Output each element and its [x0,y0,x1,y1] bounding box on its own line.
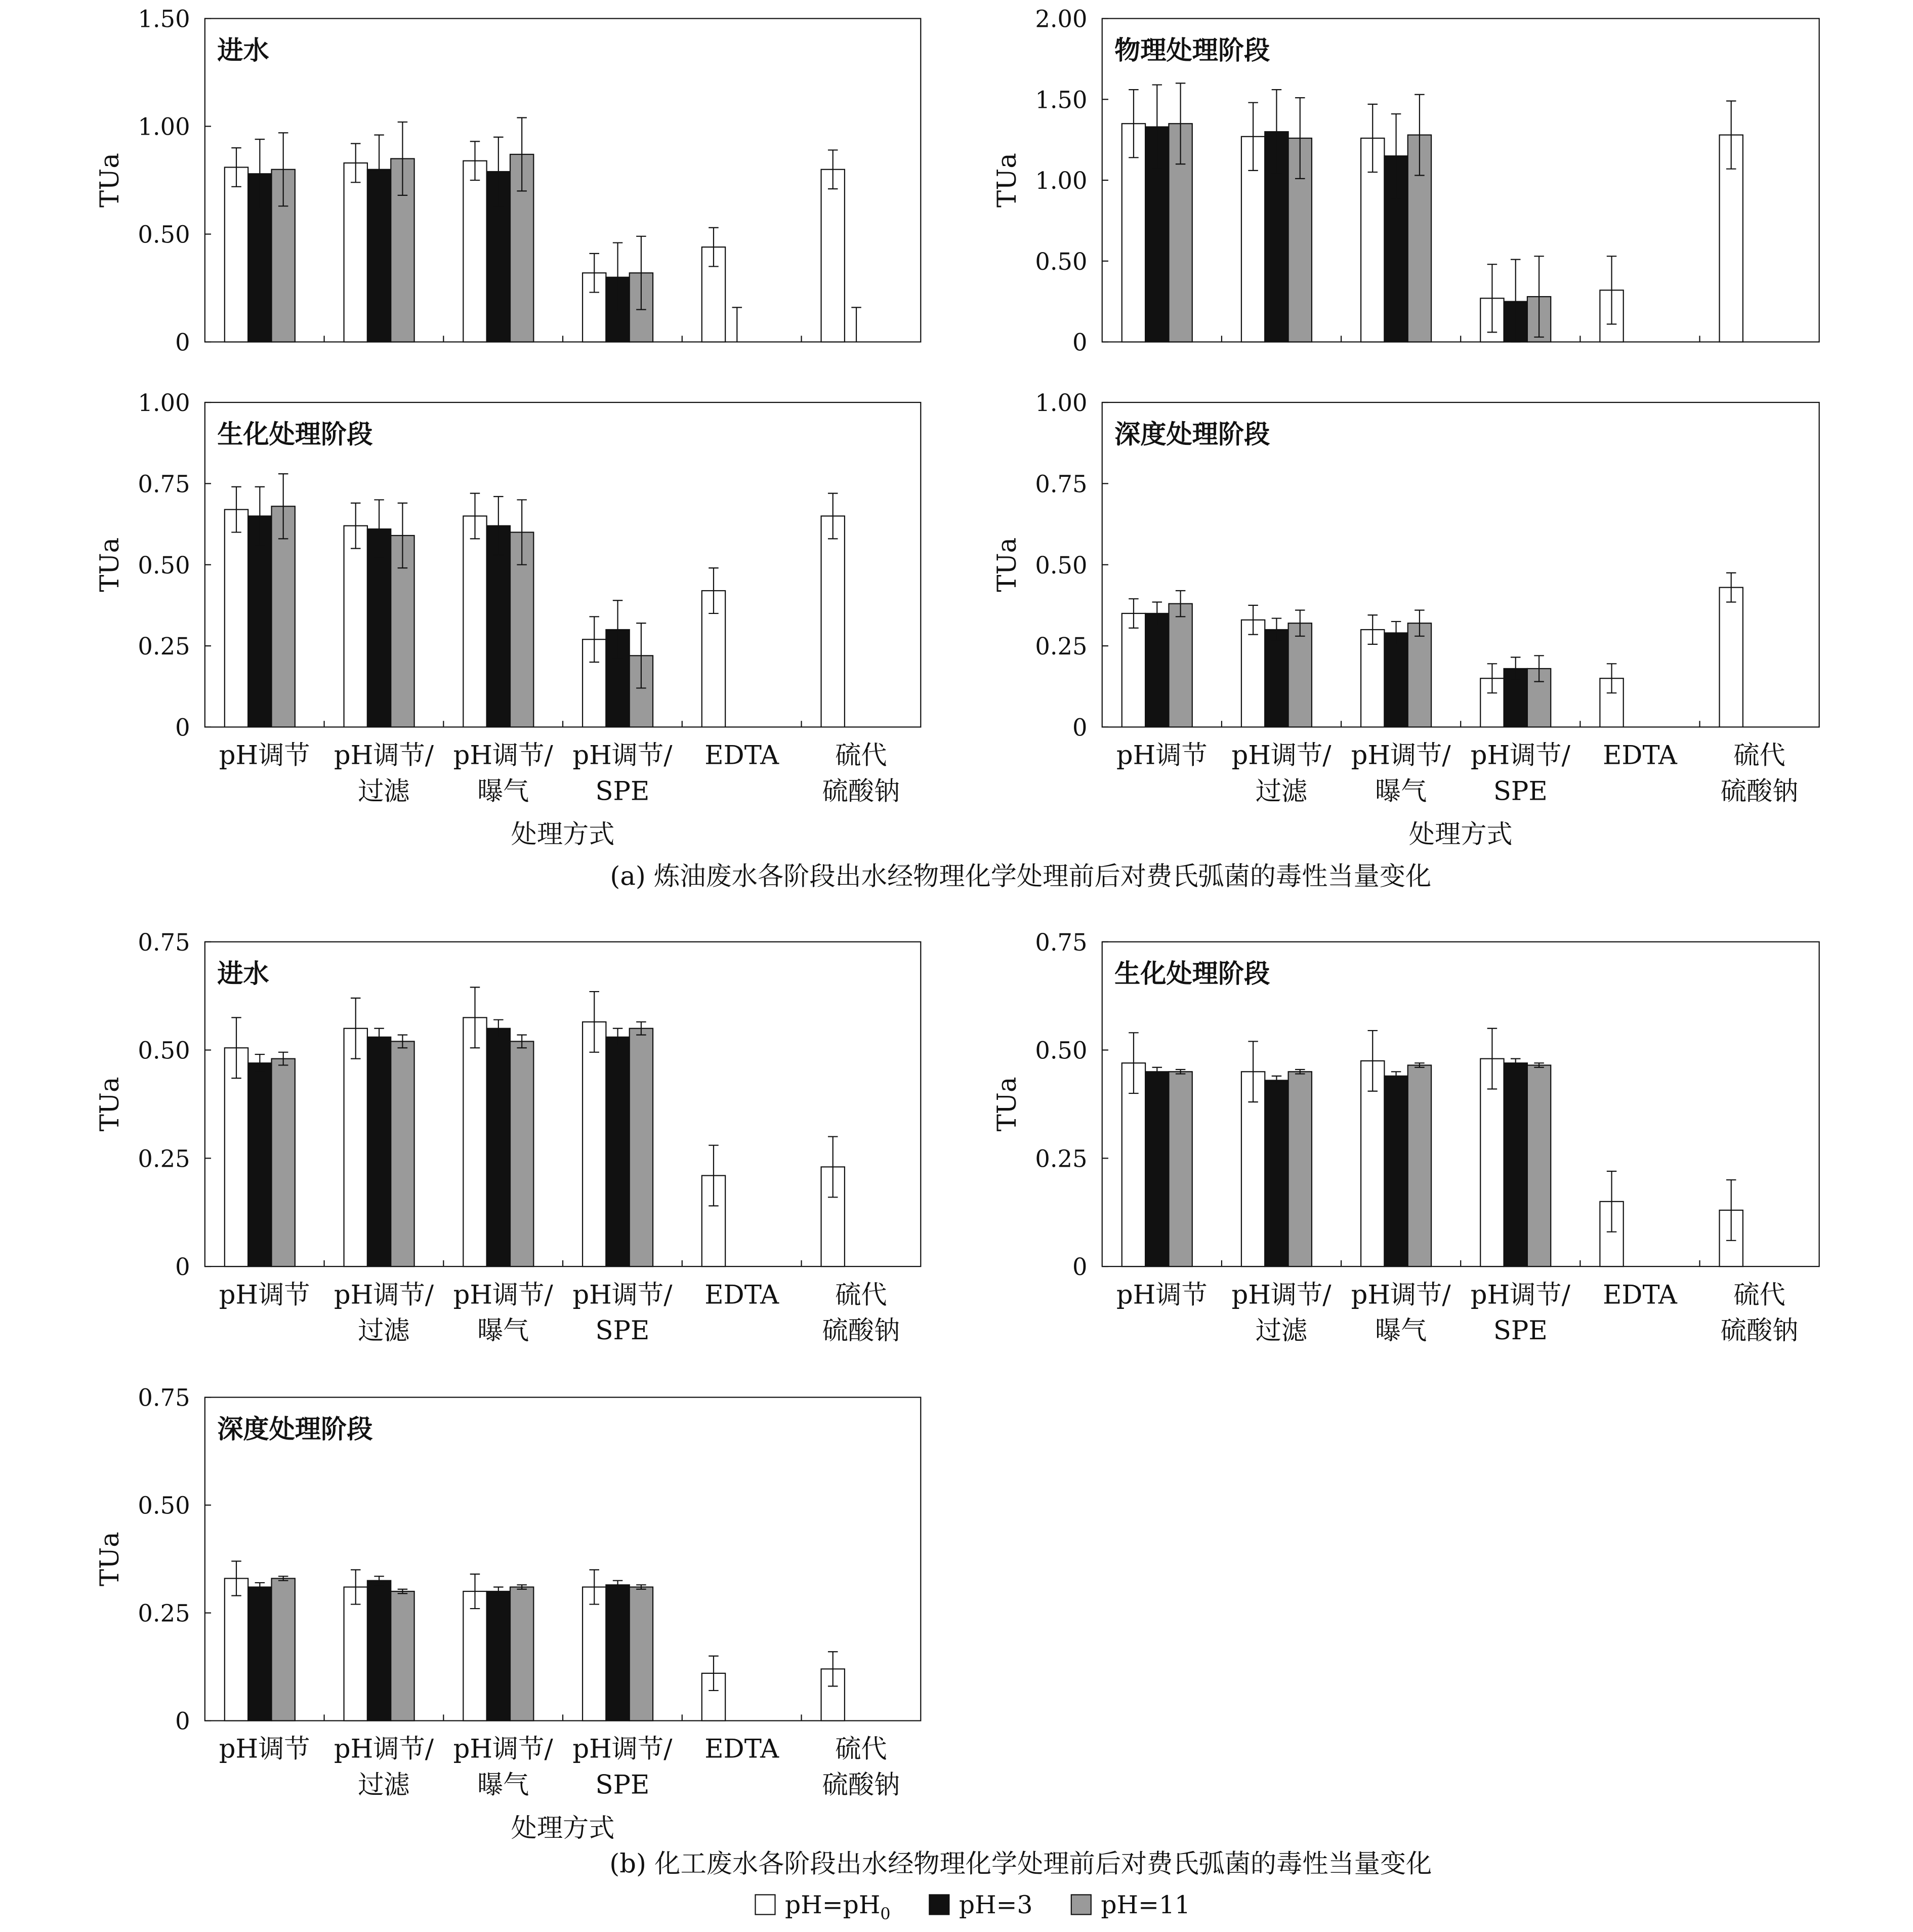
y-axis-label: TUa [95,1532,126,1587]
x-tick-label: pH调节/ [1231,1280,1332,1310]
y-axis-label: TUa [95,537,126,592]
bar [1145,1072,1169,1266]
bar [1265,630,1288,727]
x-tick-label: SPE [595,776,650,807]
bar [1241,620,1265,727]
y-tick-label: 2.00 [1035,5,1088,33]
bar [630,1029,653,1266]
plot-frame [1102,942,1819,1266]
x-tick-label: 硫代 [1733,740,1785,771]
x-tick-label: pH调节/ [1470,1280,1570,1310]
x-tick-label: SPE [1493,1316,1548,1346]
x-tick-label: pH调节/ [334,1734,434,1764]
legend-swatch [1071,1895,1091,1914]
bar [606,1585,629,1720]
y-tick-label: 0.50 [1035,248,1088,275]
x-tick-label: pH调节 [1116,740,1208,771]
bar [1288,623,1312,727]
y-tick-label: 0.50 [138,1492,190,1519]
x-tick-label: pH调节/ [1351,740,1451,771]
bar [583,1022,606,1266]
bar [821,170,845,342]
bar [1145,613,1169,727]
legend-label: pH=11 [1101,1890,1191,1919]
x-tick-label: pH调节/ [453,740,553,771]
x-tick-label: 硫代 [835,740,887,771]
y-tick-label: 0 [1072,1253,1088,1281]
x-tick-label: EDTA [704,1734,779,1764]
bar [463,1591,486,1721]
bar [630,1587,653,1720]
legend [755,1890,1190,1923]
x-tick-label: pH调节/ [572,1734,673,1764]
x-tick-label: 曝气 [1375,776,1427,807]
bar [1408,623,1431,727]
chart-panel-a3 [95,389,921,850]
x-tick-label: pH调节/ [453,1734,553,1764]
bar [463,1017,486,1266]
bar [272,1059,295,1266]
x-tick-label: pH调节/ [1231,740,1332,771]
bar [463,516,486,727]
panel-title: 深度处理阶段 [1114,419,1270,450]
bar [1527,1065,1551,1266]
y-tick-label: 0.50 [138,221,190,249]
legend-label: pH=3 [959,1890,1033,1919]
panel-title: 深度处理阶段 [217,1414,373,1445]
bar [1265,1080,1288,1266]
x-tick-label: pH调节/ [572,1280,673,1310]
x-tick-label: 硫酸钠 [822,1770,900,1800]
x-tick-label: EDTA [704,740,779,771]
plot-frame [205,1397,921,1721]
figure-caption-a: (a) 炼油废水各阶段出水经物理化学处理前后对费氏弧菌的毒性当量变化 [610,861,1432,892]
bar [1480,1059,1504,1266]
bar [344,163,367,342]
y-tick-label: 1.50 [138,5,190,33]
bar [463,161,486,342]
x-tick-label: 过滤 [358,1770,410,1800]
x-tick-label: EDTA [1603,740,1677,771]
y-tick-label: 1.00 [1035,167,1088,195]
y-tick-label: 0.25 [138,1145,190,1173]
bar [344,1587,367,1720]
y-tick-label: 0.50 [138,551,190,579]
bar [1169,604,1192,727]
chart-panel-a2 [992,6,1819,356]
bar [606,1037,629,1266]
x-tick-label: SPE [595,1316,650,1346]
chart-panel-b2 [992,929,1819,1346]
bar [1169,1072,1192,1266]
x-tick-label: 硫代 [835,1280,887,1310]
y-tick-label: 1.50 [1035,86,1088,114]
bar [391,1591,414,1721]
bar [272,506,295,727]
bar [225,1048,248,1266]
x-tick-label: pH调节/ [334,1280,434,1310]
y-tick-label: 0.50 [1035,551,1088,579]
x-tick-label: SPE [1493,776,1548,807]
panel-title: 生化处理阶段 [217,419,373,450]
x-axis-label: 处理方式 [511,1813,615,1843]
x-tick-label: 硫酸钠 [822,776,900,807]
y-axis-label: TUa [992,153,1023,208]
x-tick-label: 曝气 [1375,1316,1427,1346]
x-tick-label: EDTA [704,1280,779,1310]
y-axis-label: TUa [992,1077,1023,1132]
y-tick-label: 0.25 [138,1599,190,1627]
bar [1720,588,1743,727]
bar [487,1591,510,1721]
chart-panel-b3 [95,1384,921,1843]
y-tick-label: 0.75 [138,470,190,498]
y-tick-label: 0.75 [138,928,190,956]
y-tick-label: 0 [1072,328,1088,356]
legend-label: $pH=pH_0$ [785,1890,891,1924]
bar [225,167,248,342]
x-tick-label: SPE [595,1770,650,1800]
bar [272,1578,295,1720]
plot-frame [1102,402,1819,727]
bar [487,526,510,727]
y-axis-label: TUa [992,537,1023,592]
x-tick-label: pH调节/ [1470,740,1570,771]
panel-title: 物理处理阶段 [1114,35,1270,66]
x-tick-label: 曝气 [477,1770,529,1800]
bar [248,1063,271,1266]
bar [225,510,248,727]
y-tick-label: 0.75 [1035,928,1088,956]
x-tick-label: 过滤 [358,776,410,807]
x-tick-label: 过滤 [1255,776,1308,807]
x-axis-label: 处理方式 [1408,819,1513,850]
x-tick-label: 硫酸钠 [1720,776,1799,807]
bar [225,1578,248,1720]
y-tick-label: 1.00 [138,389,190,417]
y-tick-label: 0.25 [1035,1145,1088,1173]
y-tick-label: 0.75 [1035,470,1088,498]
x-tick-label: pH调节/ [572,740,673,771]
bar [248,516,271,727]
y-tick-label: 0.50 [138,1037,190,1064]
x-tick-label: 硫代 [1733,1280,1785,1310]
panel-title: 进水 [217,35,269,66]
bar [1504,1063,1527,1266]
chart-panel-b1 [95,929,921,1346]
chart-panel-a1 [95,6,921,356]
y-tick-label: 0.25 [138,633,190,661]
x-axis-label: 处理方式 [511,819,615,850]
y-axis-label: TUa [95,1077,126,1132]
plot-frame [205,942,921,1266]
y-tick-label: 0 [1072,714,1088,742]
y-axis-label: TUa [95,153,126,208]
bar [1122,613,1145,727]
plot-frame [205,402,921,727]
y-tick-label: 1.00 [1035,389,1088,417]
y-tick-label: 1.00 [138,113,190,141]
x-tick-label: pH调节/ [1351,1280,1451,1310]
y-tick-label: 0.25 [1035,633,1088,661]
bar [510,1041,533,1266]
bar [248,1587,271,1720]
bar [367,1037,391,1266]
x-tick-label: pH调节/ [453,1280,553,1310]
x-tick-label: 曝气 [477,776,529,807]
x-tick-label: 曝气 [477,1316,529,1346]
y-tick-label: 0 [175,1707,190,1735]
bar [510,1587,533,1720]
legend-swatch [755,1895,775,1914]
y-tick-label: 0 [175,1253,190,1281]
x-tick-label: 过滤 [358,1316,410,1346]
chart-panel-a4 [992,389,1819,850]
bar [487,1029,510,1266]
panel-title: 进水 [217,959,269,990]
x-tick-label: 过滤 [1255,1316,1308,1346]
plot-frame [1102,19,1819,342]
legend-swatch [929,1895,949,1914]
bar [583,1587,606,1720]
y-tick-label: 0.50 [1035,1037,1088,1064]
x-tick-label: 硫酸钠 [1720,1316,1799,1346]
figure-caption-b: (b) 化工废水各阶段出水经物理化学处理前后对费氏弧菌的毒性当量变化 [609,1848,1432,1879]
x-tick-label: pH调节 [219,1280,310,1310]
bar [1384,1076,1407,1266]
plot-frame [205,19,921,342]
x-tick-label: pH调节 [1116,1280,1208,1310]
bar [344,1029,367,1266]
bar [391,1041,414,1266]
y-tick-label: 0 [175,714,190,742]
x-tick-label: pH调节/ [334,740,434,771]
bar [1408,1065,1431,1266]
bar [821,516,845,727]
x-tick-label: EDTA [1603,1280,1677,1310]
y-tick-label: 0.75 [138,1384,190,1412]
y-tick-label: 0 [175,328,190,356]
bar [367,1581,391,1721]
x-tick-label: 硫代 [835,1734,887,1764]
bar [1384,633,1407,727]
x-tick-label: pH调节 [219,1734,310,1764]
bar [1288,1072,1312,1266]
x-tick-label: pH调节 [219,740,310,771]
panel-title: 生化处理阶段 [1114,959,1270,990]
x-tick-label: 硫酸钠 [822,1316,900,1346]
bar [344,526,367,727]
